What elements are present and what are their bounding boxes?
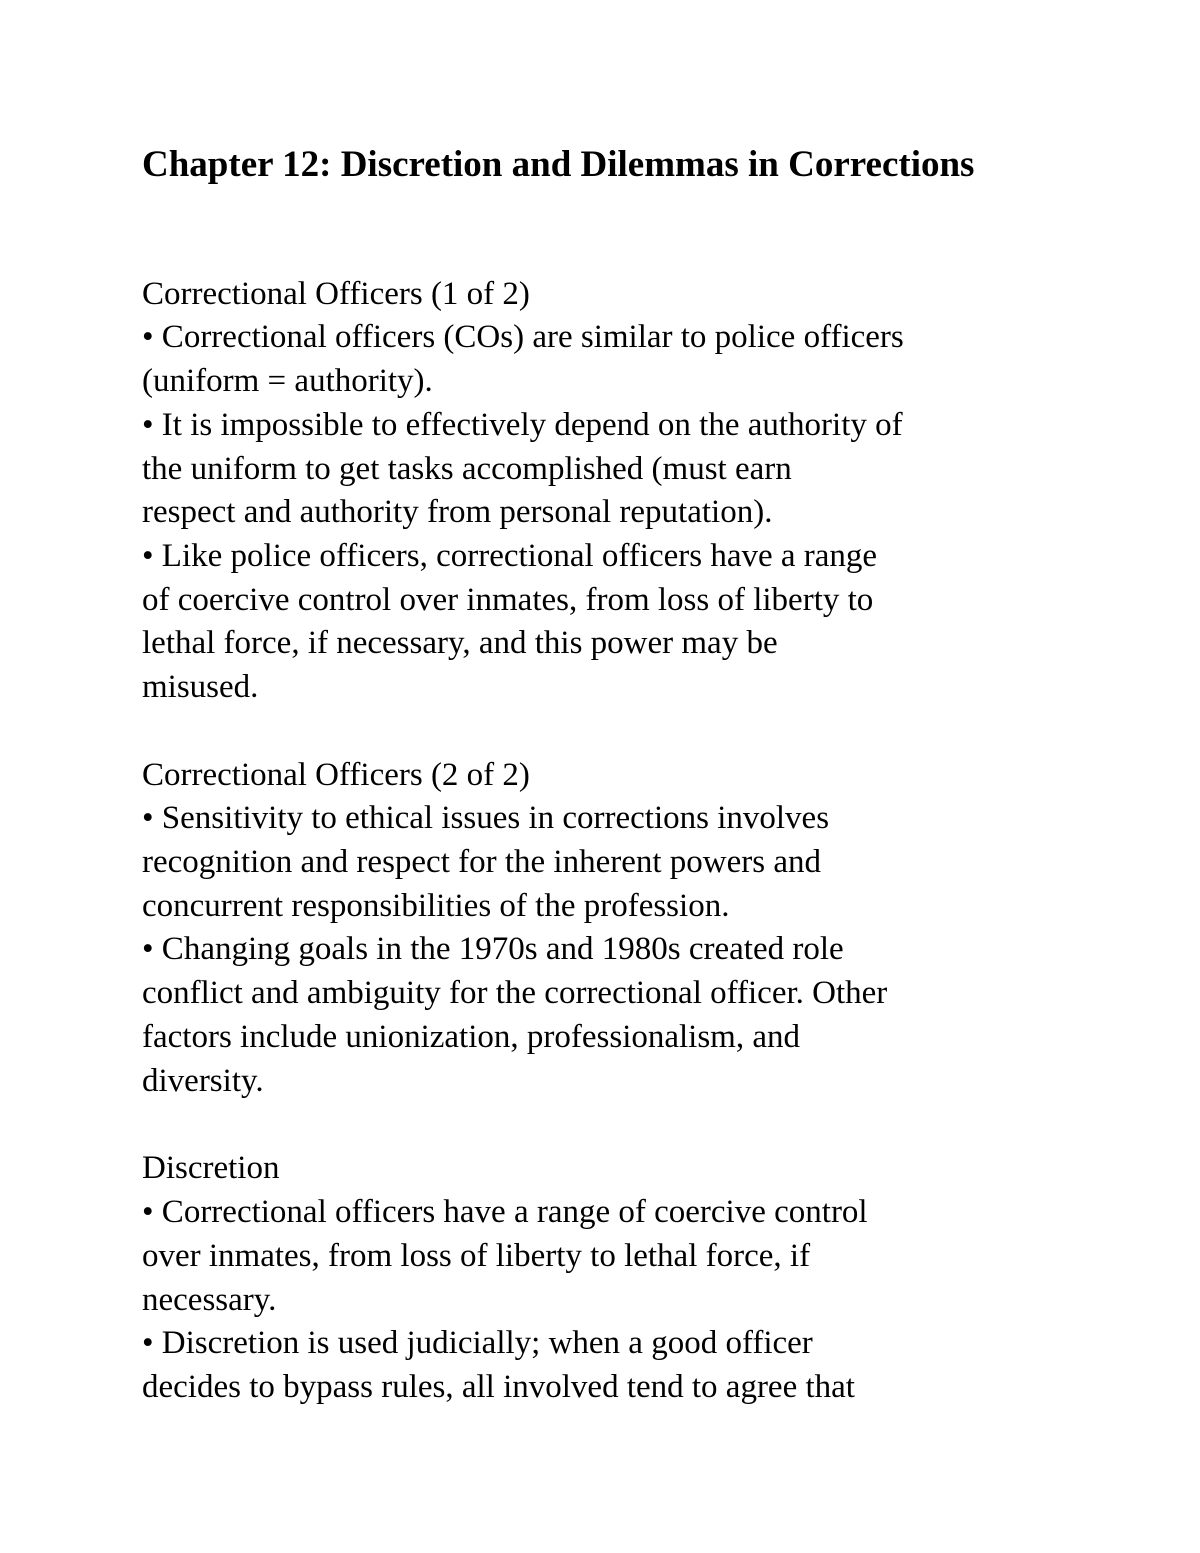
bullet-line: • It is impossible to effectively depend on the authority of (142, 407, 903, 443)
text-line: over inmates, from loss of liberty to lethal force, if (142, 1238, 811, 1274)
text-line: factors include unionization, professionalism, and (142, 1019, 801, 1055)
bullet-line: • Changing goals in the 1970s and 1980s created role (142, 931, 844, 967)
text-line: lethal force, if necessary, and this power may be (142, 625, 778, 661)
text-line: decides to bypass rules, all involved tend to agree that (142, 1369, 855, 1405)
bullet-line: • Sensitivity to ethical issues in corrections involves (142, 800, 830, 836)
section-heading: Discretion (142, 1150, 280, 1186)
text-line: concurrent responsibilities of the profession. (142, 888, 730, 924)
text-line: (uniform = authority). (142, 363, 433, 399)
text-line: recognition and respect for the inherent powers and (142, 844, 821, 880)
chapter-title: Chapter 12: Discretion and Dilemmas in Corrections (142, 144, 975, 185)
bullet-line: • Discretion is used judicially; when a good officer (142, 1325, 813, 1361)
bullet-line: • Correctional officers have a range of coercive control (142, 1194, 868, 1230)
text-line: necessary. (142, 1282, 277, 1318)
bullet-line: • Correctional officers (COs) are similar to police officers (142, 319, 904, 355)
text-line: diversity. (142, 1063, 264, 1099)
text-line: respect and authority from personal reputation). (142, 494, 773, 530)
text-line: misused. (142, 669, 259, 705)
bullet-line: • Like police officers, correctional officers have a range (142, 538, 878, 574)
text-line: of coercive control over inmates, from loss of liberty to (142, 582, 874, 618)
section-heading: Correctional Officers (1 of 2) (142, 276, 530, 312)
section-heading: Correctional Officers (2 of 2) (142, 757, 530, 793)
text-line: conflict and ambiguity for the correctional officer. Other (142, 975, 888, 1011)
text-line: the uniform to get tasks accomplished (must earn (142, 451, 792, 487)
